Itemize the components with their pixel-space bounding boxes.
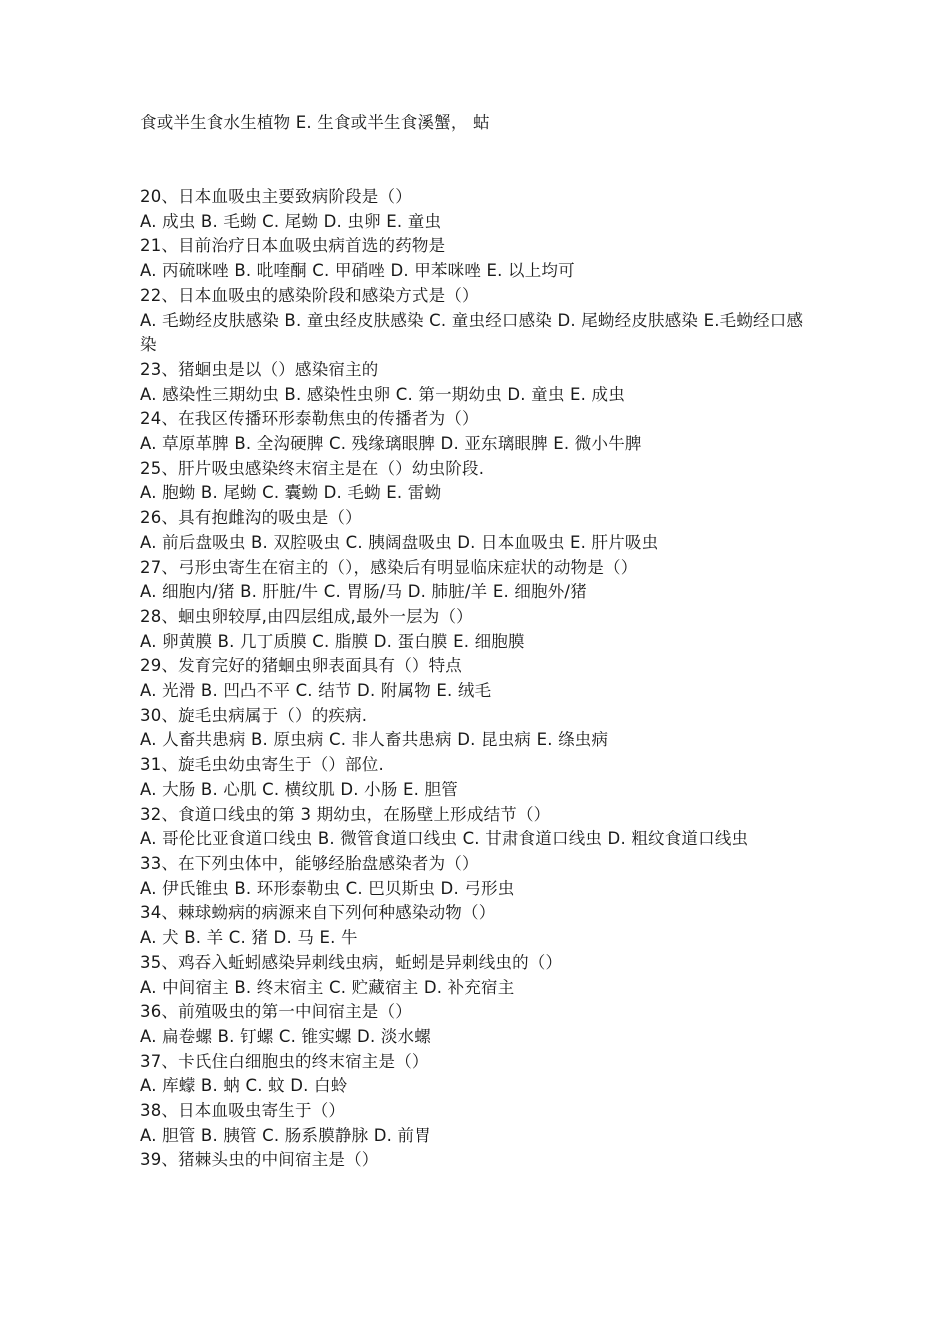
answers-22: A. 毛蚴经皮肤感染 B. 童虫经皮肤感染 C. 童虫经口感染 D. 尾蚴经皮肤感染 E.毛蚴经口感染 (140, 310, 804, 355)
answers-38: A. 胆管 B. 胰管 C. 肠系膜静脉 D. 前胃 (140, 1125, 431, 1145)
answers-37: A. 库蠓 B. 蚋 C. 蚊 D. 白蛉 (140, 1076, 348, 1096)
question-33: 33、在下列虫体中，能够经胎盘感染者为（） (140, 853, 479, 873)
question-28: 28、蛔虫卵较厚,由四层组成,最外一层为（） (140, 606, 473, 626)
answers-23: A. 感染性三期幼虫 B. 感染性虫卵 C. 第一期幼虫 D. 童虫 E. 成虫 (140, 384, 625, 404)
question-25: 25、肝片吸虫感染终末宿主是在（）幼虫阶段. (140, 458, 485, 478)
answers-29: A. 光滑 B. 凹凸不平 C. 结节 D. 附属物 E. 绒毛 (140, 681, 492, 701)
question-30: 30、旋毛虫病属于（）的疾病. (140, 705, 368, 725)
answers-25: A. 胞蚴 B. 尾蚴 C. 囊蚴 D. 毛蚴 E. 雷蚴 (140, 483, 442, 503)
question-20: 20、日本血吸虫主要致病阶段是（） (140, 187, 412, 206)
answers-26: A. 前后盘吸虫 B. 双腔吸虫 C. 胰阔盘吸虫 D. 日本血吸虫 E. 肝片吸虫 (140, 532, 659, 552)
answers-27: A. 细胞内/猪 B. 肝脏/牛 C. 胃肠/马 D. 肺脏/羊 E. 细胞外/猪 (140, 582, 587, 602)
question-26: 26、具有抱雌沟的吸虫是（） (140, 508, 362, 528)
question-29: 29、发育完好的猪蛔虫卵表面具有（）特点 (140, 656, 462, 676)
question-35: 35、鸡吞入蚯蚓感染异刺线虫病，蚯蚓是异刺线虫的（） (140, 952, 563, 972)
answers-36: A. 扁卷螺 B. 钉螺 C. 锥实螺 D. 淡水螺 (140, 1026, 431, 1046)
intro-line: 食或半生食水生植物 E. 生食或半生食溪蟹， 蛄 (140, 113, 490, 132)
question-37: 37、卡氏住白细胞虫的终末宿主是（） (140, 1051, 429, 1071)
answers-35: A. 中间宿主 B. 终末宿主 C. 贮藏宿主 D. 补充宿主 (140, 977, 515, 997)
answers-33: A. 伊氏锥虫 B. 环形泰勒虫 C. 巴贝斯虫 D. 弓形虫 (140, 878, 515, 898)
question-22: 22、日本血吸虫的感染阶段和感染方式是（） (140, 285, 479, 305)
answers-32: A. 哥伦比亚食道口线虫 B. 微管食道口线虫 C. 甘肃食道口线虫 D. 粗纹食道口线虫 (140, 829, 749, 849)
answers-21: A. 丙硫咪唑 B. 吡喹酮 C. 甲硝唑 D. 甲苯咪唑 E. 以上均可 (140, 261, 575, 281)
answers-34: A. 犬 B. 羊 C. 猪 D. 马 E. 牛 (140, 928, 358, 948)
question-27: 27、弓形虫寄生在宿主的（），感染后有明显临床症状的动物是（） (140, 557, 638, 577)
question-32: 32、食道口线虫的第 3 期幼虫，在肠壁上形成结节（） (140, 804, 551, 824)
question-23: 23、猪蛔虫是以（）感染宿主的 (140, 359, 379, 379)
question-21: 21、目前治疗日本血吸虫病首选的药物是 (140, 236, 446, 256)
intro-text (140, 111, 810, 136)
question-39: 39、猪棘头虫的中间宿主是（） (140, 1150, 379, 1170)
answers-30: A. 人畜共患病 B. 原虫病 C. 非人畜共患病 D. 昆虫病 E. 绦虫病 (140, 730, 609, 750)
question-34: 34、棘球蚴病的病源来自下列何种感染动物（） (140, 903, 496, 923)
question-36: 36、前殖吸虫的第一中间宿主是（） (140, 1002, 412, 1022)
question-38: 38、日本血吸虫寄生于（） (140, 1101, 346, 1121)
answers-24: A. 草原革脾 B. 全沟硬脾 C. 残缘璃眼脾 D. 亚东璃眼脾 E. 微小牛脾 (140, 434, 642, 454)
question-list (140, 185, 810, 1173)
answers-28: A. 卵黄膜 B. 几丁质膜 C. 脂膜 D. 蛋白膜 E. 细胞膜 (140, 631, 525, 651)
answers-20: A. 成虫 B. 毛蚴 C. 尾蚴 D. 虫卵 E. 童虫 (140, 211, 442, 231)
answers-31: A. 大肠 B. 心肌 C. 横纹肌 D. 小肠 E. 胆管 (140, 779, 458, 799)
question-31: 31、旋毛虫幼虫寄生于（）部位. (140, 755, 384, 775)
question-24: 24、在我区传播环形泰勒焦虫的传播者为（） (140, 409, 479, 429)
